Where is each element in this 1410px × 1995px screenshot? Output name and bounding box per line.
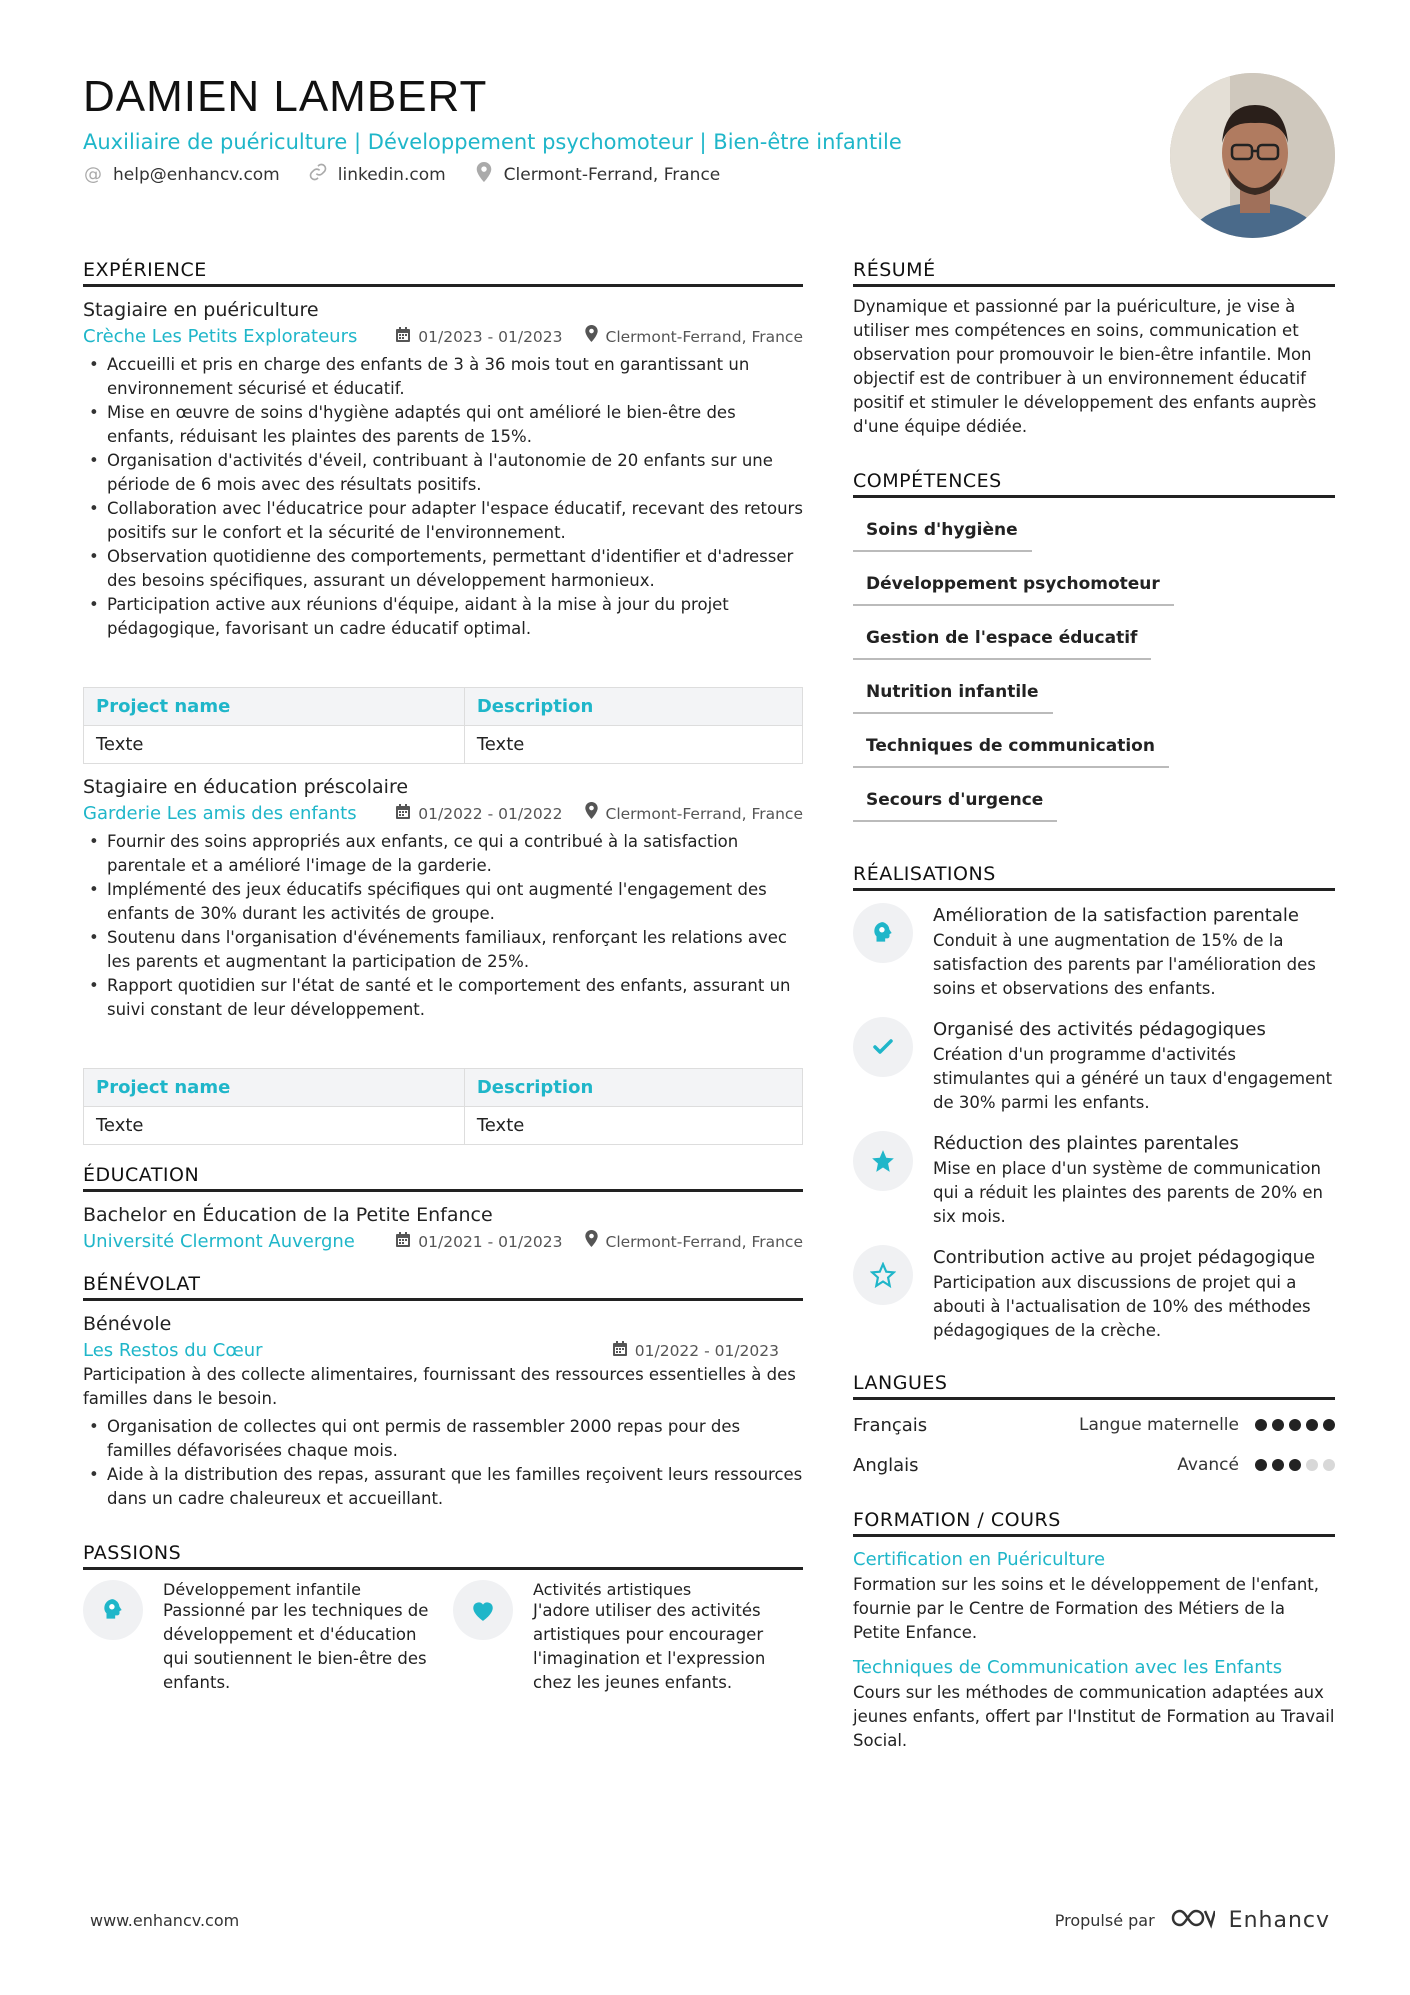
bullet: • Mise en œuvre de soins d'hygiène adaptés qui ont amélioré le bien-être des enfants, réduisant les plaintes des parents de 15%.	[83, 401, 803, 449]
table-cell: Texte	[84, 726, 465, 764]
skills-list	[853, 504, 1335, 822]
calendar-icon	[396, 325, 410, 349]
powered-by-text: Propulsé par	[1054, 1910, 1155, 1930]
table-row	[84, 726, 803, 764]
passion-title: Activités artistiques	[533, 1580, 692, 1599]
skill-tag: Techniques de communication	[853, 726, 1169, 768]
footer-brand	[1055, 1907, 1330, 1933]
bullet: • Organisation d'activités d'éveil, contribuant à l'autonomie de 20 enfants sur une période de 6 mois avec des résultats positifs.	[83, 449, 803, 497]
achievement-item	[853, 1245, 1335, 1343]
level-dot-filled	[1289, 1459, 1301, 1471]
link-icon	[308, 162, 328, 187]
head-icon	[853, 903, 913, 963]
degree-title: Bachelor en Éducation de la Petite Enfance	[83, 1204, 493, 1226]
job-location	[585, 802, 803, 826]
language-name: Français	[853, 1414, 928, 1436]
table-header: Project name	[84, 1069, 465, 1107]
bullet: • Fournir des soins appropriés aux enfants, ce qui a contribué à la satisfaction parentale et a amélioré l'image de la garderie.	[83, 830, 803, 878]
volunteer-title: Bénévole	[83, 1313, 172, 1335]
level-dots	[1255, 1419, 1335, 1431]
volunteer-bullets	[83, 1415, 803, 1511]
tagline: Auxiliaire de puériculture | Développement psychomoteur | Bien-être infantile	[83, 130, 902, 154]
achievement-item	[853, 1017, 1335, 1115]
volunteer-entry	[83, 1311, 803, 1511]
linkedin-text: linkedin.com	[337, 164, 446, 185]
date-text: 01/2021 - 01/2023	[418, 1233, 563, 1251]
summary-text: Dynamique et passionné par la puériculture, je vise à utiliser mes compétences en soins, communication et observation pour promouvoir le bien-être infantile. Mon objectif est de contribuer à un environnement éducatif positif et stimuler le développement des enfants auprès d'une équipe dédiée.	[853, 297, 1317, 436]
skill-tag: Soins d'hygiène	[853, 510, 1032, 552]
table-cell: Texte	[84, 1107, 465, 1145]
date-text: 01/2023 - 01/2023	[418, 328, 563, 346]
experience-entry	[83, 297, 803, 764]
bullet: • Organisation de collectes qui ont permis de rassembler 2000 repas pour des familles défavorisées chaque mois.	[83, 1415, 803, 1463]
employer[interactable]: Crèche Les Petits Explorateurs	[83, 326, 358, 347]
achievement-text: Conduit à une augmentation de 15% de la satisfaction des parents par l'amélioration des soins et observations des enfants.	[933, 931, 1316, 998]
profile-photo	[1170, 73, 1335, 238]
calendar-icon	[396, 802, 410, 826]
table-header-row	[84, 688, 803, 726]
achievement-title: Réduction des plaintes parentales	[933, 1133, 1239, 1154]
bullet: • Implémenté des jeux éducatifs spécifiques qui ont augmenté l'engagement des enfants de 30% durant les activités de groupe.	[83, 878, 803, 926]
volunteer-date	[613, 1339, 779, 1363]
bullet: • Rapport quotidien sur l'état de santé et le comportement des enfants, assurant un suivi constant de leur développement.	[83, 974, 803, 1022]
location-pin-icon	[585, 1230, 598, 1254]
language-level-text: Langue maternelle	[1078, 1415, 1239, 1435]
education-location	[585, 1230, 803, 1254]
bullet: • Observation quotidienne des comportements, permettant d'identifier et d'adresser des besoins spécifiques, assurant un développement harmonieux.	[83, 545, 803, 593]
skill-tag: Secours d'urgence	[853, 780, 1057, 822]
star-icon	[853, 1131, 913, 1191]
volunteer-org[interactable]: Les Restos du Cœur	[83, 1340, 263, 1361]
languages-heading: LANGUES	[853, 1371, 1335, 1400]
table-header-row	[84, 1069, 803, 1107]
job-date	[396, 325, 562, 349]
level-dot-empty	[1323, 1459, 1335, 1471]
course-text: Cours sur les méthodes de communication adaptées aux jeunes enfants, offert par l'Institut de Formation au Travail Social.	[853, 1683, 1335, 1750]
table-cell: Texte	[464, 726, 802, 764]
passions-list	[83, 1580, 803, 1695]
passion-item	[453, 1580, 803, 1695]
project-table	[83, 687, 803, 764]
job-location	[585, 325, 803, 349]
project-table	[83, 1068, 803, 1145]
course-text: Formation sur les soins et le développement de l'enfant, fournie par le Centre de Formation des Métiers de la Petite Enfance.	[853, 1575, 1320, 1642]
achievement-item	[853, 1131, 1335, 1229]
email-text: help@enhancv.com	[113, 164, 280, 185]
left-column	[83, 258, 803, 1695]
achievement-title: Amélioration de la satisfaction parentale	[933, 905, 1299, 926]
education-meta	[83, 1230, 803, 1254]
bullet: • Participation active aux réunions d'équipe, aidant à la mise à jour du projet pédagogique, favorisant un cadre éducatif optimal.	[83, 593, 803, 641]
level-dot-filled	[1323, 1419, 1335, 1431]
language-row	[853, 1410, 1335, 1440]
volunteer-meta	[83, 1339, 803, 1363]
education-date	[396, 1230, 562, 1254]
footer-website[interactable]: www.enhancv.com	[90, 1910, 240, 1930]
bullet: • Collaboration avec l'éducatrice pour adapter l'espace éducatif, recevant des retours positifs sur le confort et la sécurité de l'environnement.	[83, 497, 803, 545]
heart-icon	[453, 1580, 513, 1640]
job-bullets	[83, 353, 803, 641]
bullet: • Accueilli et pris en charge des enfants de 3 à 36 mois tout en garantissant un environnement sécurisé et éducatif.	[83, 353, 803, 401]
level-dots	[1255, 1459, 1335, 1471]
date-text: 01/2022 - 01/2023	[634, 1342, 779, 1360]
passion-text: J'adore utiliser des activités artistiques pour encourager l'imagination et l'expression chez les jeunes enfants.	[533, 1601, 766, 1692]
brand-name: Enhancv	[1228, 1907, 1330, 1933]
level-dot-filled	[1272, 1419, 1284, 1431]
volunteer-heading: BÉNÉVOLAT	[83, 1272, 803, 1301]
skills-heading: COMPÉTENCES	[853, 469, 1335, 498]
level-dot-filled	[1255, 1419, 1267, 1431]
level-dot-empty	[1306, 1459, 1318, 1471]
location-pin-icon	[585, 325, 598, 349]
date-text: 01/2022 - 01/2022	[418, 805, 563, 823]
job-title: Stagiaire en puériculture	[83, 299, 319, 321]
check-icon	[853, 1017, 913, 1077]
calendar-icon	[613, 1339, 627, 1363]
level-dot-filled	[1306, 1419, 1318, 1431]
bullet: • Aide à la distribution des repas, assurant que les familles reçoivent leurs ressources dans un cadre chaleureux et accueillant.	[83, 1463, 803, 1511]
experience-heading: EXPÉRIENCE	[83, 258, 803, 287]
passion-title: Développement infantile	[163, 1580, 361, 1599]
achievement-title: Contribution active au projet pédagogique	[933, 1247, 1316, 1268]
location-text: Clermont-Ferrand, France	[605, 805, 803, 823]
enhancv-logo-icon	[1169, 1907, 1215, 1933]
job-bullets	[83, 830, 803, 1022]
contact-location	[474, 162, 721, 187]
achievement-text: Mise en place d'un système de communication qui a réduit les plaintes des parents de 20% en six mois.	[933, 1159, 1323, 1226]
summary-heading: RÉSUMÉ	[853, 258, 1335, 287]
header	[83, 72, 1133, 187]
location-text: Clermont-Ferrand, France	[605, 328, 803, 346]
job-date	[396, 802, 562, 826]
achievement-item	[853, 903, 1335, 1001]
head-icon	[83, 1580, 143, 1640]
location-text: Clermont-Ferrand, France	[503, 164, 721, 185]
star-outline-icon	[853, 1245, 913, 1305]
course-item	[853, 1655, 1335, 1753]
course-title[interactable]: Techniques de Communication avec les Enfants	[853, 1657, 1283, 1678]
language-level	[1079, 1415, 1335, 1435]
level-dot-filled	[1289, 1419, 1301, 1431]
location-text: Clermont-Ferrand, France	[605, 1233, 803, 1251]
table-header: Description	[464, 688, 802, 726]
table-row	[84, 1107, 803, 1145]
passion-item	[83, 1580, 433, 1695]
at-icon: @	[84, 164, 102, 185]
education-heading: ÉDUCATION	[83, 1163, 803, 1192]
level-dot-filled	[1255, 1459, 1267, 1471]
achievement-title: Organisé des activités pédagogiques	[933, 1019, 1266, 1040]
right-column	[853, 258, 1335, 1753]
school[interactable]: Université Clermont Auvergne	[83, 1231, 355, 1252]
courses-heading: FORMATION / COURS	[853, 1508, 1335, 1537]
table-cell: Texte	[464, 1107, 802, 1145]
location-pin-icon	[474, 162, 494, 187]
job-meta	[83, 325, 803, 349]
level-dot-filled	[1272, 1459, 1284, 1471]
education-entry	[83, 1202, 803, 1254]
contact-linkedin[interactable]	[308, 162, 446, 187]
passion-text: Passionné par les techniques de développement et d'éducation qui soutiennent le bien-être des enfants.	[163, 1601, 429, 1692]
candidate-name: DAMIEN LAMBERT	[83, 72, 488, 121]
contact-email[interactable]	[83, 164, 280, 185]
volunteer-description: Participation à des collecte alimentaires, fournissant des ressources essentielles à des familles dans le besoin.	[83, 1365, 796, 1408]
experience-entry	[83, 774, 803, 1145]
achievement-text: Participation aux discussions de projet qui a abouti à l'actualisation de 10% des méthodes pédagogiques de la crèche.	[933, 1273, 1311, 1340]
bullet: • Soutenu dans l'organisation d'événements familiaux, renforçant les relations avec les parents et augmentant la participation de 25%.	[83, 926, 803, 974]
achievement-text: Création d'un programme d'activités stimulantes qui a généré un taux d'engagement de 30% parmi les enfants.	[933, 1045, 1333, 1112]
employer[interactable]: Garderie Les amis des enfants	[83, 803, 357, 824]
course-title[interactable]: Certification en Puériculture	[853, 1549, 1106, 1570]
contact-row	[83, 162, 1133, 187]
table-header: Description	[464, 1069, 802, 1107]
footer	[90, 1907, 1330, 1933]
calendar-icon	[396, 1230, 410, 1254]
skill-tag: Développement psychomoteur	[853, 564, 1174, 606]
language-name: Anglais	[853, 1454, 919, 1476]
language-level	[1177, 1455, 1335, 1475]
job-meta	[83, 802, 803, 826]
language-row	[853, 1450, 1335, 1480]
skill-tag: Gestion de l'espace éducatif	[853, 618, 1151, 660]
location-pin-icon	[585, 802, 598, 826]
skill-tag: Nutrition infantile	[853, 672, 1053, 714]
achievements-heading: RÉALISATIONS	[853, 862, 1335, 891]
table-header: Project name	[84, 688, 465, 726]
job-title: Stagiaire en éducation préscolaire	[83, 776, 409, 798]
course-item	[853, 1547, 1335, 1645]
language-level-text: Avancé	[1177, 1455, 1239, 1475]
passions-heading: PASSIONS	[83, 1541, 803, 1570]
